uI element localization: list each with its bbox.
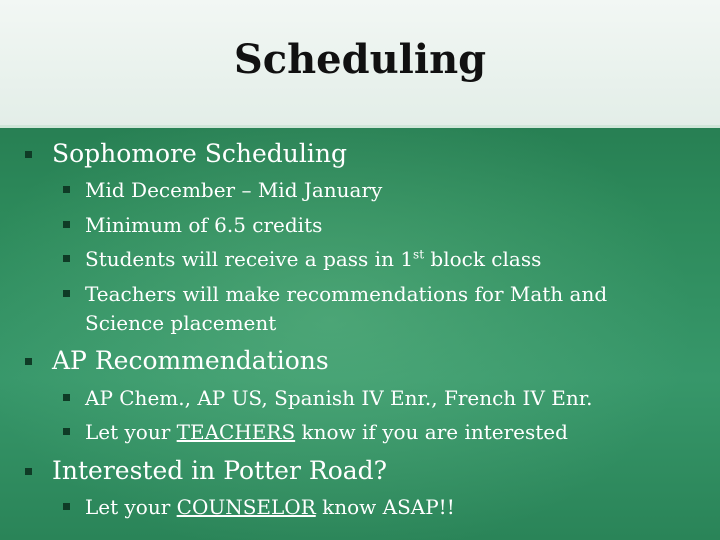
list-item-text: Let your xyxy=(85,420,177,444)
bullet-square-icon xyxy=(25,358,32,365)
list-item-text: Science placement xyxy=(85,311,277,335)
section-heading-potter-road xyxy=(52,456,387,486)
bullet-square-icon xyxy=(63,394,70,401)
list-item-text: know ASAP!! xyxy=(315,495,455,519)
list-item-text: Minimum of 6.5 credits xyxy=(85,213,323,237)
list-item-continuation xyxy=(85,309,276,337)
list-item xyxy=(85,280,607,308)
section-heading-text: Sophomore Scheduling xyxy=(52,139,348,168)
list-item-text: Let your xyxy=(85,495,177,519)
list-item-text: AP Chem., AP US, Spanish IV Enr., French IV Enr. xyxy=(85,386,593,410)
slide-title: Scheduling xyxy=(233,36,487,83)
section-heading-text: AP Recommendations xyxy=(52,346,329,375)
list-item xyxy=(85,493,455,521)
list-item-text: know if you are interested xyxy=(295,420,568,444)
bullet-square-icon xyxy=(63,503,70,510)
list-item xyxy=(85,384,592,412)
underlined-text: TEACHERS xyxy=(176,420,296,444)
section-heading-text: Interested in Potter Road? xyxy=(52,456,388,485)
superscript: st xyxy=(413,247,425,262)
list-item-text: Teachers will make recommendations for Math and xyxy=(85,282,608,306)
bullet-square-icon xyxy=(63,221,70,228)
bullet-square-icon xyxy=(63,290,70,297)
list-item xyxy=(85,418,568,446)
list-item xyxy=(85,245,541,273)
list-item-text: Mid December – Mid January xyxy=(85,178,383,202)
list-item xyxy=(85,176,382,204)
bullet-square-icon xyxy=(63,186,70,193)
list-item-text: block class xyxy=(424,247,542,271)
bullet-square-icon xyxy=(25,468,32,475)
section-heading-sophomore xyxy=(52,139,347,169)
underlined-text: COUNSELOR xyxy=(176,495,316,519)
section-heading-ap xyxy=(52,346,329,376)
list-item-text: Students will receive a pass in 1 xyxy=(85,247,414,271)
bullet-square-icon xyxy=(25,151,32,158)
list-item xyxy=(85,211,322,239)
bullet-square-icon xyxy=(63,428,70,435)
bullet-square-icon xyxy=(63,255,70,262)
